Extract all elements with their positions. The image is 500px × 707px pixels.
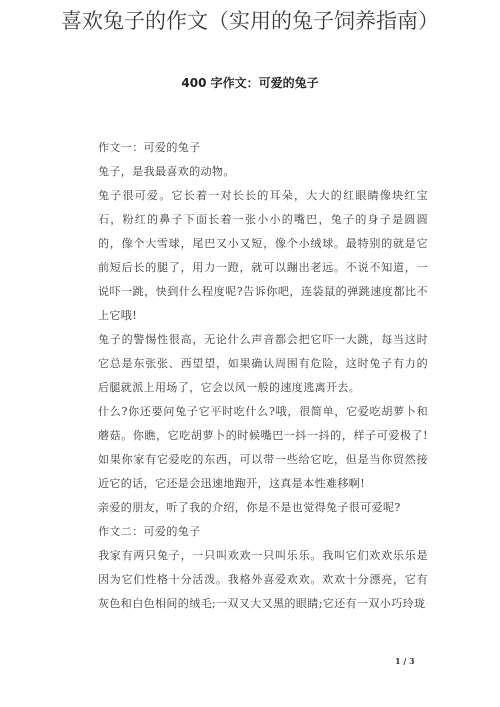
paragraph: 作文二：可爱的兔子 [98, 525, 201, 538]
paragraph: 兔子，是我最喜欢的动物。 [98, 165, 235, 178]
document-title: 喜欢兔子的作文（实用的兔子饲养指南） [61, 9, 439, 33]
paragraph: 兔子的警惕性很高，无论什么声音都会把它吓一大跳，每当这时它总是东张张、西望望，如果确认周围有危险，这时兔子有力的后腿就派上用场了，它会以风一般的速度逃离开去。 [98, 333, 428, 394]
essay-body [98, 136, 428, 616]
paragraph: 我家有两只兔子，一只叫欢欢一只叫乐乐。我叫它们欢欢乐乐是因为它们性格十分活泼。我格外喜爱欢欢。欢欢十分漂亮，它有灰色和白色相间的绒毛;一双又大又黑的眼睛;它还有一双小巧玲珑 [98, 549, 428, 610]
paragraph: 什么?你还要问兔子它平时吃什么?哦，很简单，它爱吃胡萝卜和蘑菇。你瞧，它吃胡萝卜的时候嘴巴一抖一抖的，样子可爱极了!如果你家有它爱吃的东西，可以带一些给它吃，但是当你贸然接近它的话，它还是会迅速地跑开，这真是本性难移啊! [98, 405, 428, 490]
essay-heading: 400 字作文：可爱的兔子 [181, 76, 319, 90]
paragraph: 作文一：可爱的兔子 [98, 141, 201, 154]
paragraph: 兔子很可爱。它长着一对长长的耳朵，大大的红眼睛像块红宝石，粉红的鼻子下面长着一张小小的嘴巴，兔子的身子是圆圆的，像个大雪球，尾巴又小又短，像个小绒球。最特别的就是它前短后长的腿了，用力一蹬，就可以蹦出老远。不说不知道，一说吓一跳，快到什么程度呢?告诉你吧，连袋鼠的弹跳速度都比不上它哦! [98, 189, 428, 322]
page-number: 1 / 3 [395, 656, 415, 666]
paragraph: 亲爱的朋友，听了我的介绍，你是不是也觉得兔子很可爱呢? [98, 501, 401, 514]
